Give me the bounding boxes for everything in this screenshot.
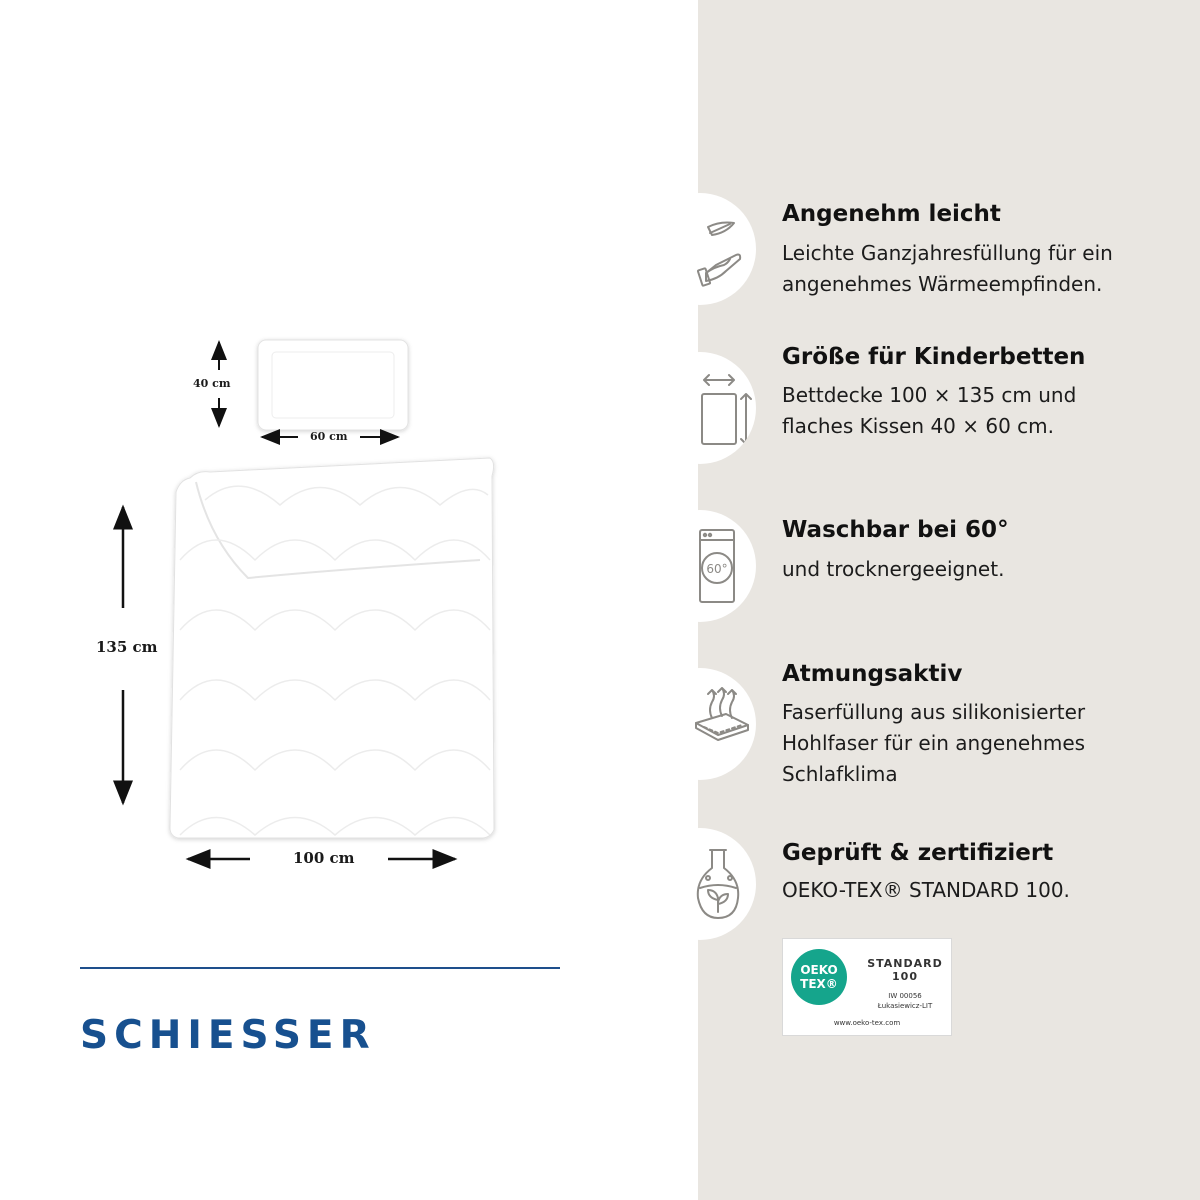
features-panel bbox=[698, 0, 1200, 1200]
feature-certified-title: Geprüft & zertifiziert bbox=[782, 840, 1054, 866]
washing-temperature-text: 60° bbox=[706, 562, 728, 576]
duvet-height-label: 135 cm bbox=[96, 638, 158, 656]
feature-washable-title: Waschbar bei 60° bbox=[782, 517, 1009, 543]
brand-logo: SCHIESSER bbox=[80, 1013, 376, 1058]
oeko-tex-certificate-label bbox=[782, 938, 952, 1036]
oeko-tex-url: www.oeko-tex.com bbox=[833, 1019, 901, 1027]
duvet-drawing bbox=[170, 458, 494, 838]
oeko-tex-code: IW 00056 bbox=[888, 992, 922, 1000]
product-drawing bbox=[0, 0, 698, 900]
certified-flask-icon bbox=[644, 828, 756, 940]
pillow-width-label: 60 cm bbox=[310, 430, 348, 443]
brand-divider bbox=[80, 967, 560, 969]
feather-hand-icon bbox=[644, 193, 756, 305]
oeko-tex-logo: OEKO TEX® bbox=[791, 949, 847, 1005]
duvet-width-label: 100 cm bbox=[293, 849, 355, 867]
feature-breathable-title: Atmungsaktiv bbox=[782, 661, 963, 687]
pillow-drawing bbox=[258, 340, 408, 430]
feature-certified-description: OEKO-TEX® STANDARD 100. bbox=[782, 878, 1070, 902]
feature-light-title: Angenehm leicht bbox=[782, 201, 1001, 227]
feature-size-title: Größe für Kinderbetten bbox=[782, 344, 1086, 370]
feature-light-description: Leichte Ganzjahresfüllung für ein angenehmes Wärmeempfinden. bbox=[782, 241, 1113, 296]
size-dimensions-icon bbox=[644, 352, 756, 464]
oeko-tex-institute: Łukasiewicz-LIT bbox=[877, 1002, 933, 1010]
oeko-tex-code-block bbox=[863, 991, 947, 1011]
breathable-layer-icon bbox=[644, 668, 756, 780]
feature-washable-description: und trocknergeeignet. bbox=[782, 557, 1005, 581]
pillow-height-label: 40 cm bbox=[193, 377, 231, 390]
washing-machine-icon bbox=[644, 510, 756, 622]
oeko-tex-standard: STANDARD 100 bbox=[867, 957, 943, 983]
feature-breathable-description: Faserfüllung aus silikonisierter Hohlfaser für ein angenehmes Schlafklima bbox=[782, 700, 1086, 786]
feature-size-description: Bettdecke 100 × 135 cm und flaches Kissen 40 × 60 cm. bbox=[782, 383, 1077, 438]
